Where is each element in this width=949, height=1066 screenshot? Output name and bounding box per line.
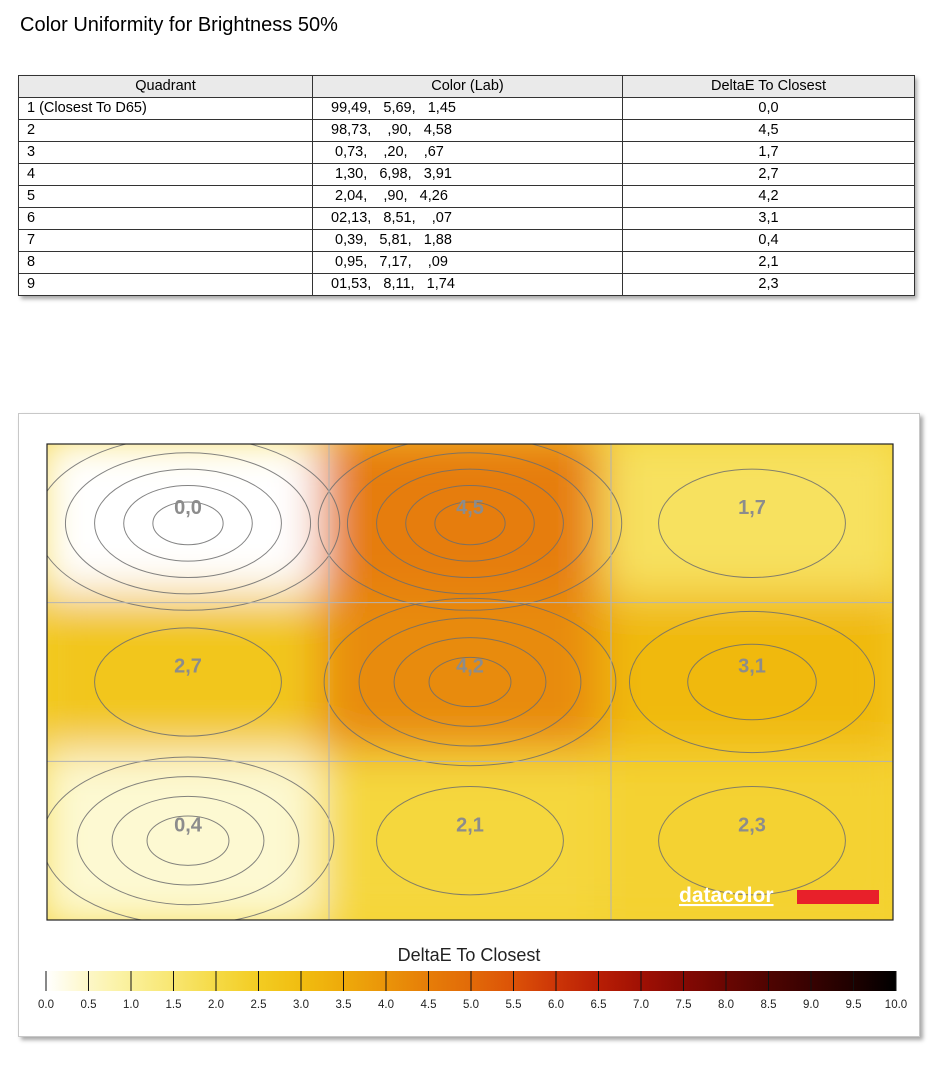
heatmap-cell-5 [319,593,621,772]
color-lab-table [18,75,915,296]
deltae-cell: 0,0 [623,98,915,120]
heatmap-cell-4 [37,593,339,772]
header-color-lab: Color (Lab) [313,76,623,98]
deltae-cell: 3,1 [623,208,915,230]
header-quadrant: Quadrant [19,76,313,98]
color-lab-cell: 98,73, ,90, 4,58 [313,120,623,142]
legend-title: DeltaE To Closest [397,945,541,965]
deltae-cell: 2,1 [623,252,915,274]
deltae-legend [38,945,907,1011]
cell-value-label: 1,7 [738,497,766,519]
heatmap-cell-3 [601,434,903,613]
quadrant-cell: 2 [19,120,313,142]
header-deltae: DeltaE To Closest [623,76,915,98]
color-lab-cell: 02,13, 8,51, ,07 [313,208,623,230]
heatmap-plot [36,434,903,930]
deltae-cell: 1,7 [623,142,915,164]
legend-tick-label: 5.0 [463,999,479,1011]
legend-tick-label: 9.0 [803,999,819,1011]
legend-tick-label: 1.0 [123,999,139,1011]
cell-value-label: 2,1 [456,814,484,837]
table-row [19,208,915,230]
cell-value-label: 4,2 [456,655,484,678]
deltae-cell: 4,5 [623,120,915,142]
legend-tick-label: 6.0 [548,999,564,1011]
table-row [19,186,915,208]
color-lab-cell: 99,49, 5,69, 1,45 [313,98,623,120]
deltae-cell: 0,4 [623,230,915,252]
color-lab-cell: 0,73, ,20, ,67 [313,142,623,164]
legend-tick-label: 1.5 [165,999,182,1011]
table-row [19,164,915,186]
heatmap-cell-6 [601,593,903,772]
legend-tick-label: 4.0 [378,999,394,1011]
quadrant-cell: 5 [19,186,313,208]
legend-tick-label: 2.0 [208,999,224,1011]
legend-tick-label: 2.5 [250,999,267,1011]
table-row [19,120,915,142]
legend-tick-label: 0.0 [38,999,54,1011]
cell-value-label: 4,5 [456,497,484,519]
color-lab-cell: 2,04, ,90, 4,26 [313,186,623,208]
cell-value-label: 2,3 [738,814,766,837]
cell-value-label: 3,1 [738,655,766,678]
legend-tick-label: 8.0 [718,999,734,1011]
deltae-cell: 2,7 [623,164,915,186]
cell-value-label: 2,7 [174,655,202,678]
quadrant-cell: 1 (Closest To D65) [19,98,313,120]
legend-tick-label: 3.5 [335,999,352,1011]
legend-tick-label: 0.5 [80,999,97,1011]
cell-value-label: 0,0 [174,497,202,519]
quadrant-cell: 4 [19,164,313,186]
quadrant-cell: 3 [19,142,313,164]
legend-tick-label: 5.5 [505,999,522,1011]
table-row [19,252,915,274]
legend-tick-label: 10.0 [884,999,908,1011]
quadrant-cell: 7 [19,230,313,252]
legend-tick-label: 7.0 [633,999,649,1011]
lab-table-container [18,75,914,296]
table-header-row [19,76,915,98]
legend-tick-label: 8.5 [760,999,777,1011]
quadrant-cell: 6 [19,208,313,230]
page-title: Color Uniformity for Brightness 50% [20,14,338,36]
heatmap-cell-8 [319,751,621,930]
legend-tick-label: 4.5 [420,999,437,1011]
legend-tick-label: 9.5 [845,999,862,1011]
uniformity-chart [19,414,919,1036]
deltae-cell: 4,2 [623,186,915,208]
table-row [19,98,915,120]
quadrant-cell: 8 [19,252,313,274]
table-row [19,230,915,252]
heatmap-cell-7 [37,751,339,930]
svg-text:datacolor: datacolor [679,884,774,907]
color-lab-cell: 0,95, 7,17, ,09 [313,252,623,274]
legend-tick-label: 6.5 [590,999,607,1011]
color-lab-cell: 0,39, 5,81, 1,88 [313,230,623,252]
color-lab-cell: 01,53, 8,11, 1,74 [313,274,623,296]
deltae-cell: 2,3 [623,274,915,296]
quadrant-cell: 9 [19,274,313,296]
table-row [19,274,915,296]
table-row [19,142,915,164]
color-lab-cell: 1,30, 6,98, 3,91 [313,164,623,186]
legend-tick-label: 3.0 [293,999,309,1011]
legend-tick-label: 7.5 [675,999,692,1011]
uniformity-chart-panel [18,413,920,1037]
cell-value-label: 0,4 [174,814,202,837]
